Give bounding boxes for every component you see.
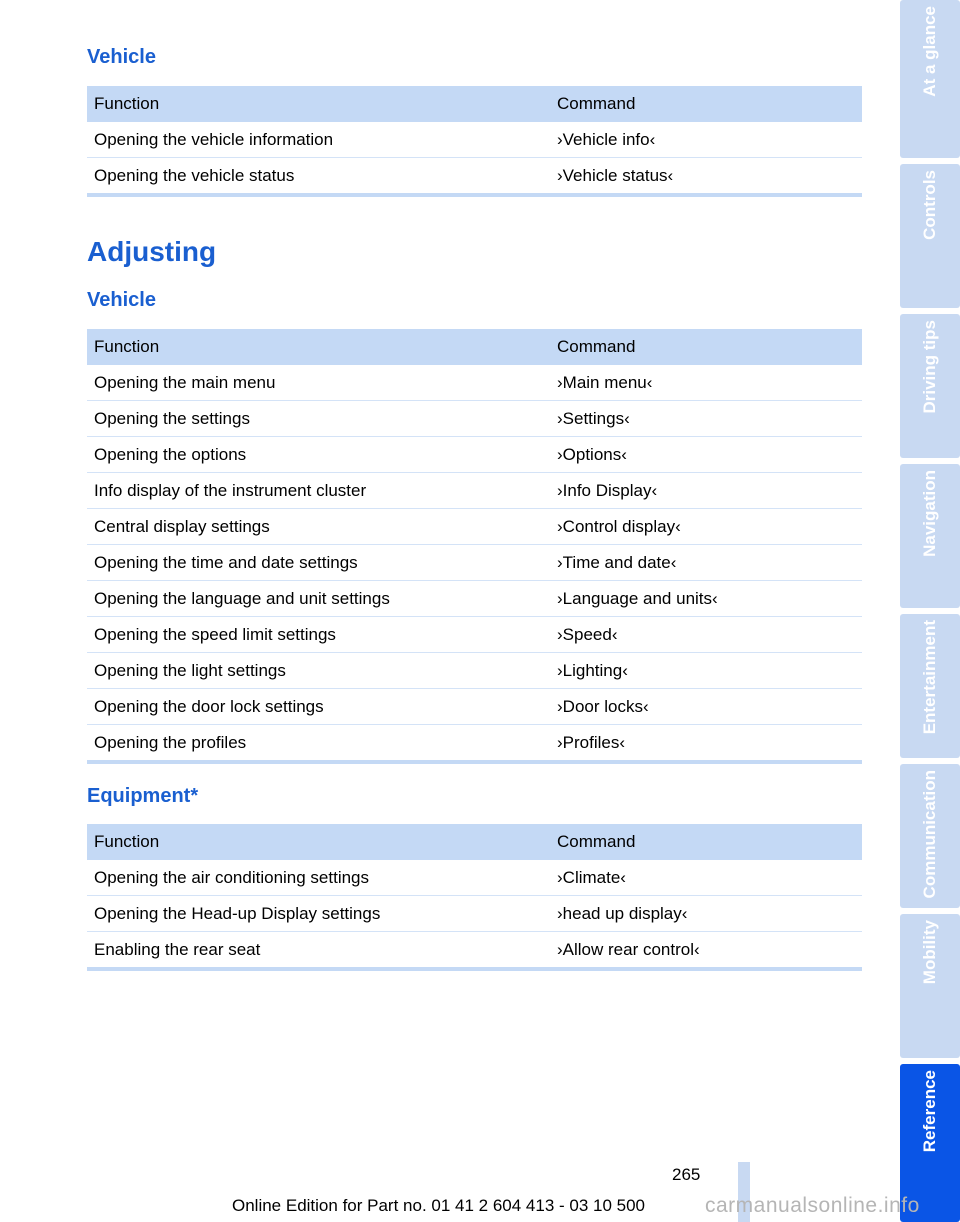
column-header-command: Command <box>550 86 862 122</box>
tab-navigation[interactable] <box>900 464 960 608</box>
table-row <box>87 617 862 653</box>
tab-label: Communication <box>920 770 939 899</box>
section-heading-adjusting-vehicle: Vehicle <box>87 289 156 311</box>
tab-label: Controls <box>920 170 939 240</box>
function-cell: Opening the options <box>87 437 550 473</box>
edition-footer: Online Edition for Part no. 01 41 2 604 413 - 03 10 500 <box>232 1196 646 1215</box>
column-header-command: Command <box>550 329 862 365</box>
tab-label: Mobility <box>920 920 939 985</box>
table-row <box>87 860 862 896</box>
table-row <box>87 473 862 509</box>
command-cell: ›Vehicle info‹ <box>550 122 862 158</box>
table-row <box>87 122 862 158</box>
command-cell: ›Options‹ <box>550 437 862 473</box>
section-heading-vehicle: Vehicle <box>87 46 156 68</box>
page-title-adjusting: Adjusting <box>87 236 217 267</box>
table-row <box>87 437 862 473</box>
function-cell: Enabling the rear seat <box>87 932 550 970</box>
command-cell: ›Main menu‹ <box>550 365 862 401</box>
command-cell: ›Time and date‹ <box>550 545 862 581</box>
table-header-row <box>87 329 862 365</box>
watermark: carmanualsonline.info <box>705 1194 920 1217</box>
tab-communication[interactable] <box>900 764 960 908</box>
page-number: 265 <box>672 1165 701 1184</box>
table-row <box>87 896 862 932</box>
section-heading-equipment: Equipment* <box>87 785 199 807</box>
function-cell: Opening the speed limit settings <box>87 617 550 653</box>
table-header-row <box>87 86 862 122</box>
tab-at-a-glance[interactable] <box>900 0 960 158</box>
tab-entertainment[interactable] <box>900 614 960 758</box>
command-cell: ›Language and units‹ <box>550 581 862 617</box>
table-row <box>87 725 862 763</box>
equipment-commands-table <box>87 824 862 971</box>
vehicle-commands-table <box>87 86 862 197</box>
command-cell: ›Lighting‹ <box>550 653 862 689</box>
chapter-tabs <box>900 0 960 1222</box>
function-cell: Opening the vehicle status <box>87 158 550 196</box>
table-header-row <box>87 824 862 860</box>
column-header-function: Function <box>87 86 550 122</box>
tab-driving-tips[interactable] <box>900 314 960 458</box>
command-cell: ›Vehicle status‹ <box>550 158 862 196</box>
adjusting-vehicle-commands-table <box>87 329 862 764</box>
command-cell: ›head up display‹ <box>550 896 862 932</box>
function-cell: Opening the settings <box>87 401 550 437</box>
column-header-function: Function <box>87 824 550 860</box>
function-cell: Opening the Head-up Display settings <box>87 896 550 932</box>
function-cell: Central display settings <box>87 509 550 545</box>
tab-label: Entertainment <box>920 620 939 735</box>
table-row <box>87 401 862 437</box>
command-cell: ›Info Display‹ <box>550 473 862 509</box>
function-cell: Opening the language and unit settings <box>87 581 550 617</box>
table-row <box>87 932 862 970</box>
function-cell: Info display of the instrument cluster <box>87 473 550 509</box>
command-cell: ›Profiles‹ <box>550 725 862 763</box>
table-row <box>87 545 862 581</box>
table-row <box>87 653 862 689</box>
function-cell: Opening the door lock settings <box>87 689 550 725</box>
command-cell: ›Control display‹ <box>550 509 862 545</box>
table-row <box>87 365 862 401</box>
table-row <box>87 581 862 617</box>
command-cell: ›Door locks‹ <box>550 689 862 725</box>
table-row <box>87 689 862 725</box>
function-cell: Opening the time and date settings <box>87 545 550 581</box>
command-cell: ›Climate‹ <box>550 860 862 896</box>
command-cell: ›Speed‹ <box>550 617 862 653</box>
tab-controls[interactable] <box>900 164 960 308</box>
column-header-command: Command <box>550 824 862 860</box>
tab-label: Reference <box>920 1070 939 1153</box>
command-cell: ›Settings‹ <box>550 401 862 437</box>
column-header-function: Function <box>87 329 550 365</box>
tab-mobility[interactable] <box>900 914 960 1058</box>
function-cell: Opening the light settings <box>87 653 550 689</box>
tab-label: At a glance <box>920 6 939 97</box>
tab-label: Driving tips <box>920 320 939 414</box>
function-cell: Opening the main menu <box>87 365 550 401</box>
function-cell: Opening the air conditioning settings <box>87 860 550 896</box>
table-row <box>87 509 862 545</box>
function-cell: Opening the profiles <box>87 725 550 763</box>
tab-label: Navigation <box>920 470 939 557</box>
command-cell: ›Allow rear control‹ <box>550 932 862 970</box>
table-row <box>87 158 862 196</box>
function-cell: Opening the vehicle information <box>87 122 550 158</box>
